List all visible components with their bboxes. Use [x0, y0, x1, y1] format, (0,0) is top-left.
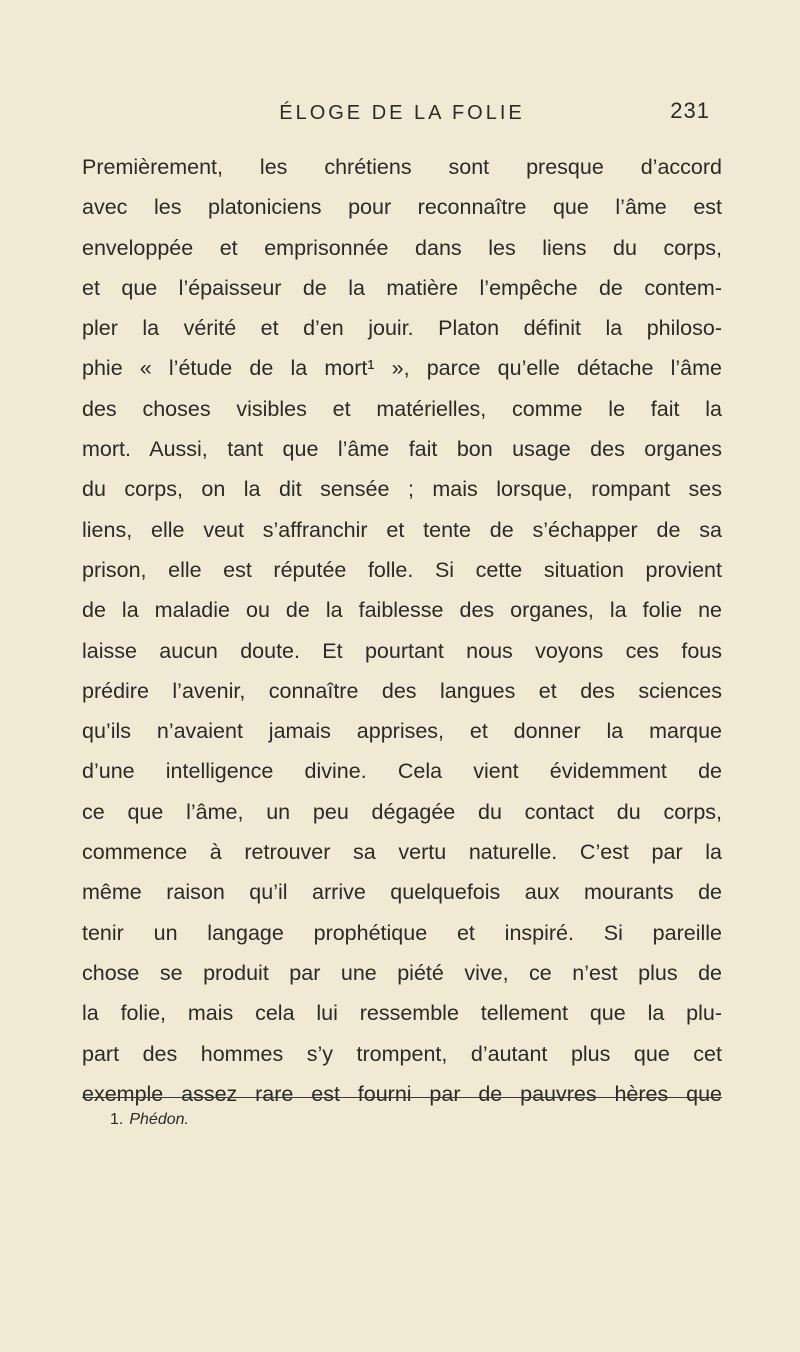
text-line: phie « l’étude de la mort¹ », parce qu’elle détache l’âme	[82, 356, 722, 381]
text-line: qu’ils n’avaient jamais apprises, et donner la marque	[82, 719, 722, 744]
text-line: d’une intelligence divine. Cela vient évidemment de	[82, 759, 722, 784]
text-line: tenir un langage prophétique et inspiré. Si pareille	[82, 920, 722, 945]
text-line: chose se produit par une piété vive, ce n’est plus de	[82, 960, 722, 985]
running-head	[82, 80, 722, 124]
text-line: prédire l’avenir, connaître des langues et des sciences	[82, 678, 722, 703]
page-number: 231	[670, 98, 710, 123]
footnote	[110, 1108, 189, 1132]
footnote-divider	[82, 1097, 722, 1098]
footnote-number: 1.	[110, 1111, 124, 1128]
text-line: liens, elle veut s’affranchir et tente de s’échapper de sa	[82, 517, 722, 542]
text-line: du corps, on la dit sensée ; mais lorsque, rompant ses	[82, 477, 722, 502]
text-line: et que l’épaisseur de la matière l’empêche de contem-	[82, 275, 722, 300]
text-line: Premièrement, les chrétiens sont presque d’accord	[82, 155, 722, 179]
text-line: exemple assez rare est fourni par de pauvres hères que	[82, 1081, 722, 1106]
footnote-text: Phédon.	[129, 1111, 189, 1128]
body-text	[82, 147, 722, 1114]
text-line: de la maladie ou de la faiblesse des organes, la folie ne	[82, 598, 722, 623]
text-line: enveloppée et emprisonnée dans les liens du corps,	[82, 235, 722, 260]
text-line: ce que l’âme, un peu dégagée du contact du corps,	[82, 799, 722, 824]
text-line: mort. Aussi, tant que l’âme fait bon usage des organes	[82, 437, 722, 462]
text-line: commence à retrouver sa vertu naturelle. C’est par la	[82, 840, 722, 865]
running-title: ÉLOGE DE LA FOLIE	[279, 102, 525, 124]
text-line: même raison qu’il arrive quelquefois aux mourants de	[82, 880, 722, 905]
text-line: prison, elle est réputée folle. Si cette situation provient	[82, 557, 722, 582]
text-line: part des hommes s’y trompent, d’autant plus que cet	[82, 1041, 722, 1066]
text-line: des choses visibles et matérielles, comme le fait la	[82, 396, 722, 421]
text-line: pler la vérité et d’en jouir. Platon définit la philoso-	[82, 316, 722, 341]
text-line: avec les platoniciens pour reconnaître que l’âme est	[82, 195, 722, 220]
text-line: la folie, mais cela lui ressemble tellement que la plu-	[82, 1001, 722, 1026]
text-line: laisse aucun doute. Et pourtant nous voyons ces fous	[82, 638, 722, 663]
